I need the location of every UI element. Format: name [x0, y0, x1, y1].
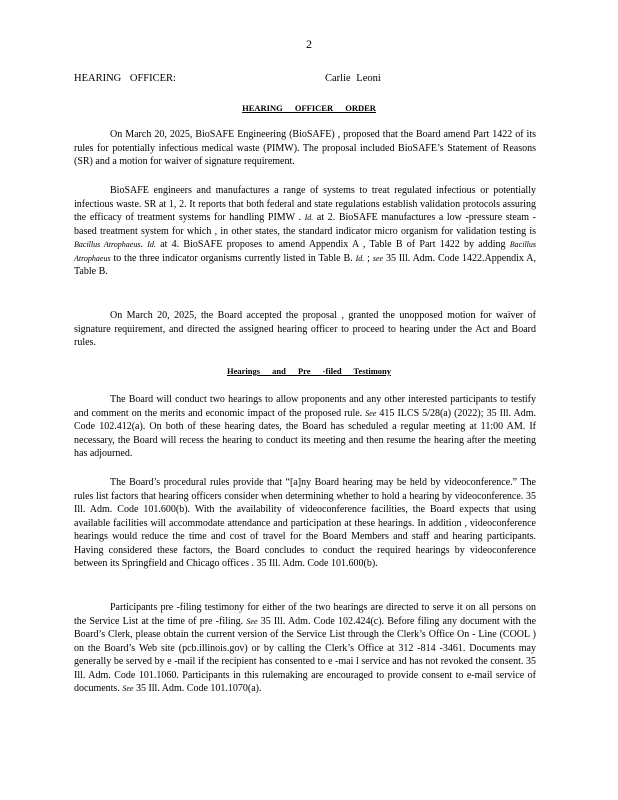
p2-text-a: BioSAFE engineers and manufactures a range of systems to treat regulated infectious or potentially infectious waste. SR at 1, 2. It reports that both federal and state regulations establish validation protocols assuring the efficacy of treatment systems for handling PIMW . [74, 185, 536, 223]
paragraph-proposal [74, 128, 536, 169]
hearings-heading: Hearings and Pre -filed Testimony [226, 366, 392, 376]
p2-see: see [372, 253, 384, 263]
paragraph-biosafe [74, 184, 536, 279]
p4-text-c: 415 ILCS 5/28(a) (2022); 35 Ill. Adm. Code 102.412(a). On both of these hearing dates, the Board has scheduled a regular meeting at 11:00 AM. If necessary, the Board will recess the hearing to conduct its meeting and then resume the hearing after the meeting has adjourned. [74, 407, 537, 459]
paragraph-acceptance-text: On March 20, 2025, the Board accepted the proposal , granted the unopposed motion for waiver of signature requirement, and directed the assigned hearing officer to proceed to hearing under the Act and Board rules. [74, 310, 536, 348]
p2-text-m: 35 Ill. Adm. Code 1422.Appendix A, Table B. [74, 252, 537, 277]
p4-text-a: The Board will conduct two hearings to allow proponents and any other interested participants to testify and comment on the merits and economic impact of the proposed rule. [74, 394, 536, 419]
p2-text-g: at 4. BioSAFE proposes to amend Appendix A , Table B of Part 1422 by adding [155, 239, 506, 250]
paragraph-prefiling [74, 601, 536, 696]
p6-see-2: See [122, 684, 134, 693]
p4-see: See [365, 408, 377, 418]
page-number: 2 [306, 37, 312, 51]
hearing-officer-name: Carlie Leoni [325, 73, 381, 84]
p2-id-3: Id. [355, 253, 365, 263]
p2-text-k: ; [364, 252, 373, 264]
p6-text-e: 35 Ill. Adm. Code 101.1070(a). [133, 683, 262, 694]
paragraph-hearings [74, 393, 536, 461]
p2-text-e: . [140, 239, 148, 250]
order-heading: HEARING OFFICER ORDER [242, 103, 376, 113]
p2-id-2: Id. [147, 240, 156, 249]
hearing-officer-label: HEARING OFFICER: [74, 73, 176, 84]
p2-id-1: Id. [304, 213, 314, 222]
paragraph-videoconference [74, 476, 536, 571]
paragraph-proposal-text: On March 20, 2025, BioSAFE Engineering (BioSAFE) , proposed that the Board amend Part 1422 of its rules for potentially infectious medical waste (PIMW). The proposal included BioSAFE’s Statement of Reasons (SR) and a motion for waiver of signature requirement. [74, 129, 536, 167]
p2-text-i: to the three indicator organisms currently listed in Table B. [110, 252, 356, 264]
p2-organism-1: Bacillus Atrophaeus [74, 240, 141, 249]
p2-text-c: at 2. BioSAFE manufactures a low -pressure steam -based treatment system for which , in other states, the standard indicator micro organism for validation testing is [74, 212, 536, 237]
p6-see-1: See [246, 616, 258, 626]
paragraph-videoconference-text: The Board’s procedural rules provide that “[a]ny Board hearing may be held by videoconference.” The rules list factors that hearing officers consider when determining whether to hold a hearing by videoconference. 35 Ill. Adm. Code 101.600(b). With the availability of videoconference facilities, the Board expects that using available facilities will accommodate attendance and participation at these hearings. In addition , videoconference hearings would reduce the time and cost of travel for the Board Members and staff and hearing participants. Having considered these factors, the Board concludes to conduct the required hearings by videoconference between its Springfield and Chicago offices . 35 Ill. Adm. Code 101.600(b). [74, 477, 536, 569]
p2-organism-2: Bacillus Atrophaeus [74, 240, 537, 263]
paragraph-acceptance [74, 309, 536, 350]
p6-text-a: Participants pre -filing testimony for either of the two hearings are directed to serve it on all persons on the Service List at the time of pre -filing. [74, 602, 536, 627]
p6-text-c: 35 Ill. Adm. Code 102.424(c). Before filing any document with the Board’s Clerk, please obtain the current version of the Service List through the Clerk’s Office On - Line (COOL ) on the Board’s Web site (pcb.illinois.gov) or by calling the Clerk’s Office at 312 -814 -3461. Documents may generally be served by e -mail if the recipient has consented to e -mai l service and has not revoked the consent. 35 Ill. Adm. Code 101.1060. Participants in this rulemaking are encouraged to provide consent to e-mail service of documents. [74, 615, 537, 694]
